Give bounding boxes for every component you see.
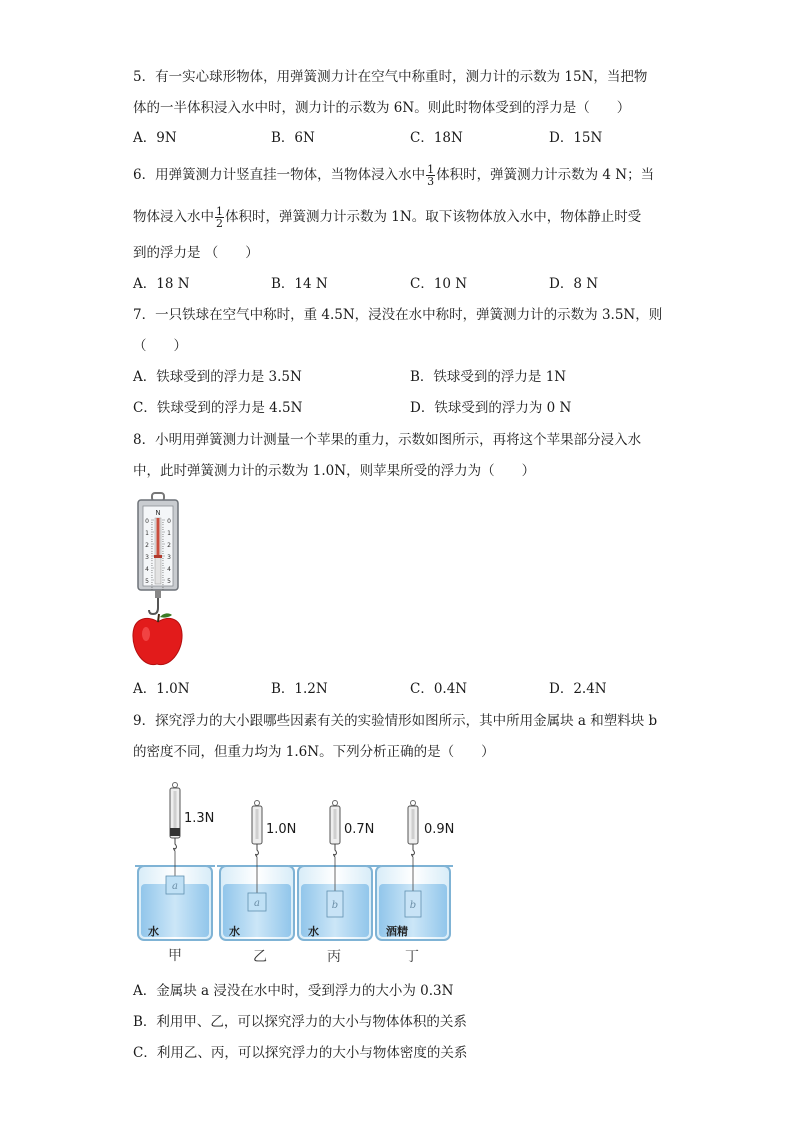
q5-stem-line2: 体的一半体积浸入水中时，测力计的示数为 6N。则此时物体受到的浮力是（ ） — [133, 100, 631, 116]
spring-scale-base — [170, 828, 180, 836]
fraction-denominator: 2 — [216, 217, 223, 230]
scale-tick-label: 3 — [145, 554, 149, 561]
scale-tick-label: 5 — [145, 578, 149, 585]
spring-scale-indicator — [174, 791, 177, 833]
block-label: a — [254, 898, 260, 909]
q9-stem-line1: 9．探究浮力的大小跟哪些因素有关的实验情形如图所示，其中所用金属块 a 和塑料块 b — [133, 713, 658, 729]
q7-option-a[interactable]: A．铁球受到的浮力是 3.5N — [133, 369, 302, 385]
spring-scale-indicator — [412, 809, 415, 839]
q7-stem-line2: （ ） — [133, 338, 187, 354]
reading-yi: 1.0N — [266, 822, 297, 837]
q7-stem-line1: 7．一只铁球在空气中称时，重 4.5N，浸没在水中称时，弹簧测力计的示数为 3.5N，则 — [133, 307, 663, 323]
q6-line1-text-a: 6．用弹簧测力计竖直挂一物体，当物体浸入水中 — [133, 167, 426, 183]
q5-option-d[interactable]: D．15N — [549, 130, 603, 146]
reading-ding: 0.9N — [424, 822, 455, 837]
scale-tick-label: 5 — [167, 578, 171, 585]
scale-tick-label: 1 — [167, 530, 171, 537]
scale-tick-label: 4 — [167, 566, 171, 573]
scale-tick-label: 0 — [167, 518, 171, 525]
caption-bing: 丙 — [327, 949, 341, 965]
experiment-drawing — [130, 780, 470, 970]
q9-option-a[interactable]: A．金属块 a 浸没在水中时，受到浮力的大小为 0.3N — [133, 983, 454, 999]
q6-stem-line3: 到的浮力是 （ ） — [133, 245, 259, 261]
fraction-numerator: 1 — [427, 163, 435, 176]
fraction-one-half — [215, 206, 224, 229]
caption-yi: 乙 — [253, 949, 267, 965]
spring-scale-hook — [412, 844, 415, 857]
spring-scale-indicator — [334, 809, 337, 839]
liquid-label-bing: 水 — [308, 925, 319, 938]
q5-option-c[interactable]: C．18N — [410, 130, 463, 146]
q8-option-a[interactable]: A．1.0N — [133, 681, 190, 697]
scale-unit-label: N — [155, 509, 161, 517]
block-label: a — [172, 881, 178, 892]
block-label: b — [331, 900, 339, 911]
spring-scale-ring — [255, 801, 260, 806]
scale-tick-label: 1 — [145, 530, 149, 537]
q8-option-b[interactable]: B．1.2N — [271, 681, 328, 697]
q8-stem-line2: 中，此时弹簧测力计的示数为 1.0N，则苹果所受的浮力为（ ） — [133, 463, 536, 479]
spring-scale-hook — [174, 838, 177, 851]
spring-scale-ring — [411, 801, 416, 806]
q8-option-d[interactable]: D．2.4N — [549, 681, 607, 697]
q9-stem-line2: 的密度不同，但重力均为 1.6N。下列分析正确的是（ ） — [133, 744, 495, 760]
spring-scale-indicator — [256, 809, 259, 839]
q6-option-a[interactable]: A．18 N — [133, 276, 190, 292]
scale-tick-label: 4 — [145, 566, 149, 573]
q5-option-a[interactable]: A．9N — [133, 130, 177, 146]
q6-option-c[interactable]: C．10 N — [410, 276, 468, 292]
caption-jia: 甲 — [168, 948, 182, 964]
spring-scale-ring — [333, 801, 338, 806]
q7-option-c[interactable]: C．铁球受到的浮力是 4.5N — [133, 400, 303, 416]
q6-stem-line2 — [133, 206, 641, 229]
q5-stem-line1: 5．有一实心球形物体，用弹簧测力计在空气中称重时，测力计的示数为 15N，当把物 — [133, 69, 648, 85]
spring-scale-hook — [334, 844, 337, 857]
q6-option-b[interactable]: B．14 N — [271, 276, 328, 292]
liquid-label-jia: 水 — [148, 925, 159, 938]
block-label: b — [409, 900, 417, 911]
fraction-one-third — [426, 164, 435, 187]
buoyancy-experiment-figure — [130, 780, 470, 970]
fraction-numerator: 1 — [216, 205, 223, 218]
q6-option-d[interactable]: D．8 N — [549, 276, 599, 292]
scale-tick-label: 3 — [167, 554, 171, 561]
q8-option-c[interactable]: C．0.4N — [410, 681, 468, 697]
q6-stem-line1 — [133, 164, 654, 187]
spring-scale-hook — [256, 844, 259, 857]
liquid-label-yi: 水 — [229, 925, 240, 938]
liquid-label-ding: 酒精 — [386, 925, 408, 938]
scale-tick-label: 2 — [145, 542, 149, 549]
q9-option-c[interactable]: C．利用乙、丙，可以探究浮力的大小与物体密度的关系 — [133, 1045, 468, 1061]
reading-bing: 0.7N — [344, 822, 375, 837]
q6-line2-text-a: 物体浸入水中 — [133, 209, 214, 225]
caption-ding: 丁 — [405, 949, 419, 965]
q5-option-b[interactable]: B．6N — [271, 130, 315, 146]
q9-option-b[interactable]: B．利用甲、乙，可以探究浮力的大小与物体体积的关系 — [133, 1014, 467, 1030]
q6-line2-text-b: 体积时，弹簧测力计示数为 1N。取下该物体放入水中，物体静止时受 — [225, 209, 642, 225]
spring-scale-with-apple-figure — [128, 492, 188, 672]
q8-stem-line1: 8．小明用弹簧测力计测量一个苹果的重力，示数如图所示，再将这个苹果部分浸入水 — [133, 432, 642, 448]
q6-line1-text-b: 体积时，弹簧测力计示数为 4 N；当 — [436, 167, 655, 183]
scale-tick-label: 2 — [167, 542, 171, 549]
spring-scale-ring — [173, 783, 178, 788]
q7-option-b[interactable]: B．铁球受到的浮力是 1N — [410, 369, 567, 385]
fraction-denominator: 3 — [427, 175, 435, 188]
scale-tick-label: 0 — [145, 518, 149, 525]
q7-option-d[interactable]: D．铁球受到的浮力为 0 N — [410, 400, 572, 416]
reading-jia: 1.3N — [184, 811, 215, 826]
